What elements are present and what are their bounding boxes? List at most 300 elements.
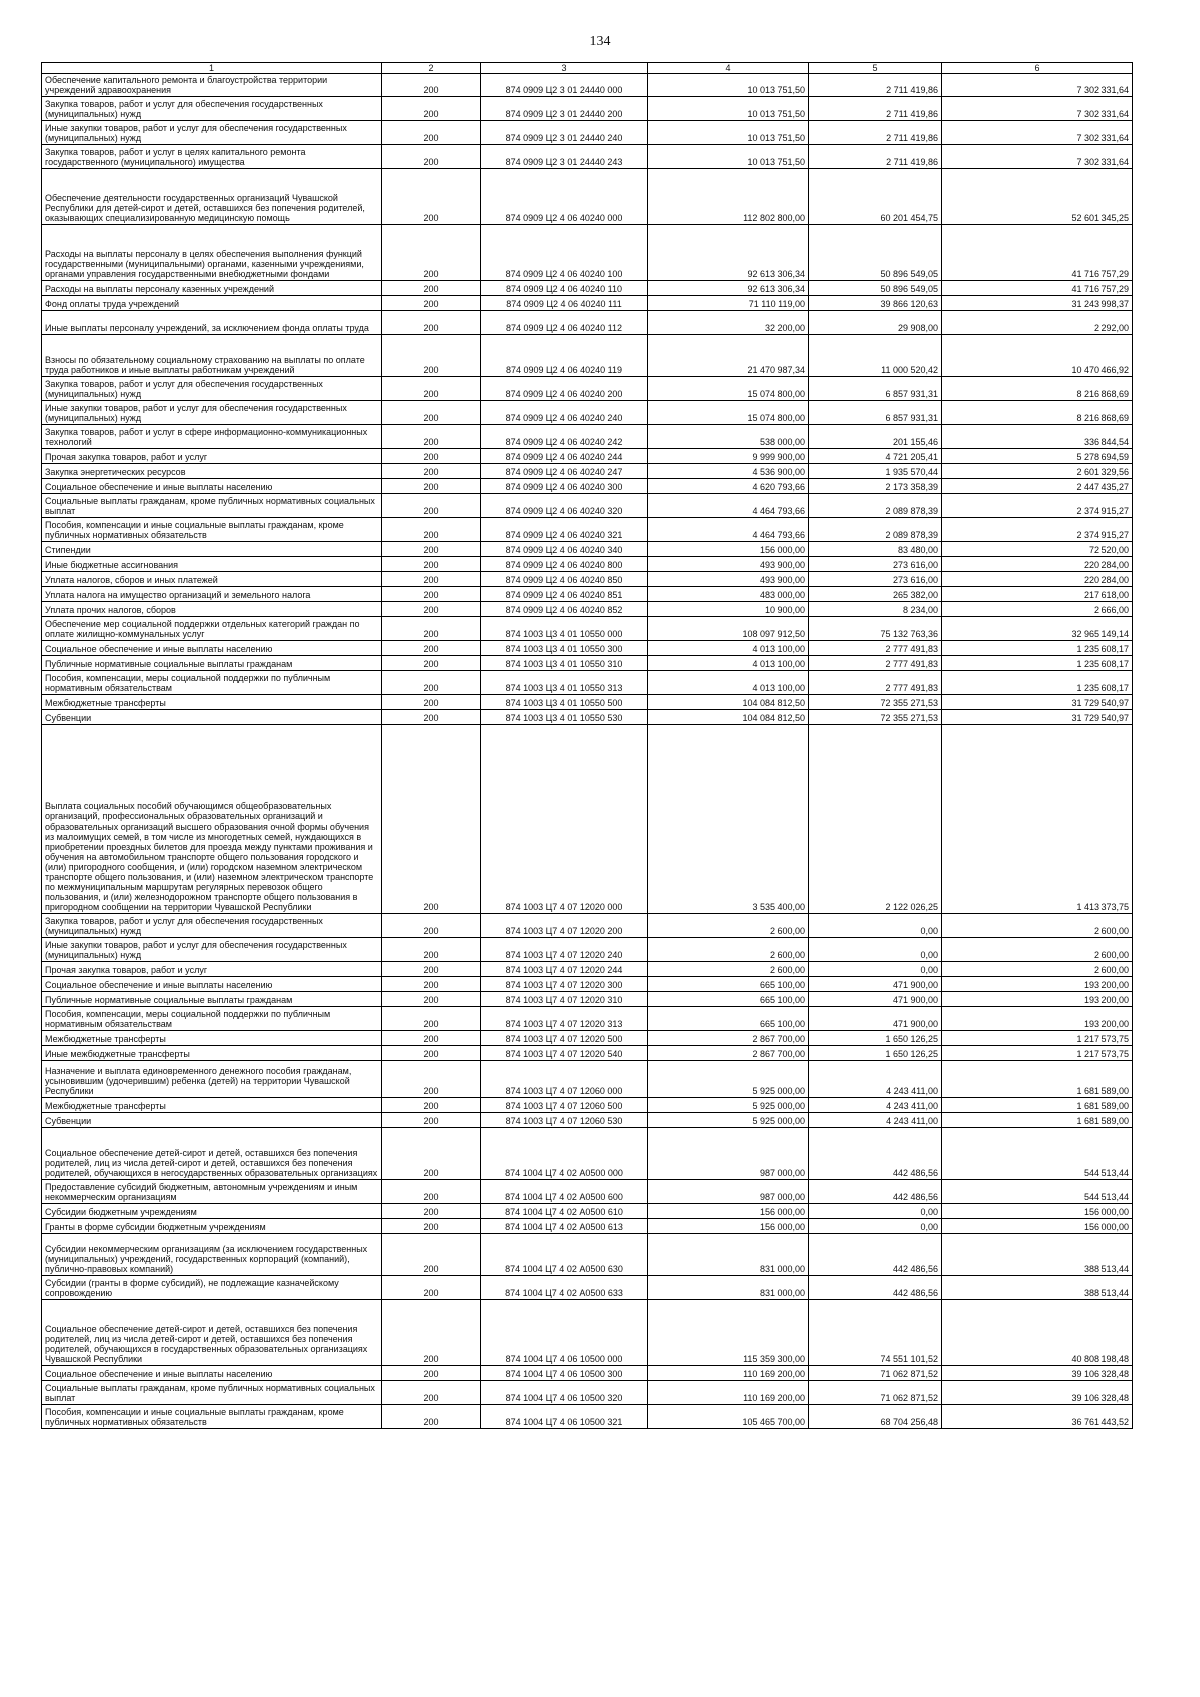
row-assigned-amount: 10 013 751,50 — [648, 74, 809, 97]
row-code: 200 — [382, 977, 481, 992]
row-name: Закупка товаров, работ и услуг в сфере информационно-коммуникационных технологий — [42, 425, 382, 449]
row-name: Социальные выплаты гражданам, кроме публичных нормативных социальных выплат — [42, 1381, 382, 1405]
row-remaining-amount: 5 278 694,59 — [942, 449, 1133, 464]
table-row — [42, 479, 1133, 494]
table-row — [42, 74, 1133, 97]
table-row — [42, 710, 1133, 725]
row-remaining-amount: 31 729 540,97 — [942, 710, 1133, 725]
row-remaining-amount: 2 374 915,27 — [942, 518, 1133, 542]
row-executed-amount: 2 711 419,86 — [809, 145, 942, 169]
row-name: Закупка товаров, работ и услуг в целях капитального ремонта государственного (муниципального) имущества — [42, 145, 382, 169]
table-row — [42, 656, 1133, 671]
row-code: 200 — [382, 1180, 481, 1204]
row-assigned-amount: 10 013 751,50 — [648, 145, 809, 169]
row-code: 200 — [382, 1113, 481, 1128]
row-name: Взносы по обязательному социальному страхованию на выплаты по оплате труда работников и иные выплаты работникам учреждений — [42, 335, 382, 377]
row-remaining-amount: 220 284,00 — [942, 572, 1133, 587]
row-name: Публичные нормативные социальные выплаты гражданам — [42, 656, 382, 671]
table-row — [42, 1007, 1133, 1031]
row-name: Закупка товаров, работ и услуг для обеспечения государственных (муниципальных) нужд — [42, 97, 382, 121]
row-code: 200 — [382, 1300, 481, 1366]
table-row — [42, 464, 1133, 479]
row-code: 200 — [382, 938, 481, 962]
row-assigned-amount: 493 900,00 — [648, 572, 809, 587]
row-kbk-code: 874 1004 Ц7 4 02 А0500 000 — [481, 1128, 648, 1180]
table-row — [42, 542, 1133, 557]
row-kbk-code: 874 0909 Ц2 4 06 40240 200 — [481, 377, 648, 401]
budget-table — [41, 62, 1133, 1429]
row-assigned-amount: 831 000,00 — [648, 1234, 809, 1276]
column-header: 2 — [382, 63, 481, 74]
table-row — [42, 695, 1133, 710]
row-executed-amount: 1 650 126,25 — [809, 1046, 942, 1061]
row-name: Прочая закупка товаров, работ и услуг — [42, 962, 382, 977]
row-remaining-amount: 544 513,44 — [942, 1128, 1133, 1180]
row-kbk-code: 874 0909 Ц2 4 06 40240 800 — [481, 557, 648, 572]
column-number-row — [42, 63, 1133, 74]
row-name: Пособия, компенсации и иные социальные выплаты гражданам, кроме публичных нормативных обязательств — [42, 1405, 382, 1429]
row-assigned-amount: 987 000,00 — [648, 1128, 809, 1180]
row-remaining-amount: 1 681 589,00 — [942, 1098, 1133, 1113]
table-row — [42, 145, 1133, 169]
row-code: 200 — [382, 1219, 481, 1234]
row-name: Межбюджетные трансферты — [42, 1098, 382, 1113]
row-remaining-amount: 7 302 331,64 — [942, 74, 1133, 97]
table-row — [42, 977, 1133, 992]
row-remaining-amount: 41 716 757,29 — [942, 281, 1133, 296]
table-row — [42, 377, 1133, 401]
row-remaining-amount: 156 000,00 — [942, 1219, 1133, 1234]
row-remaining-amount: 1 681 589,00 — [942, 1113, 1133, 1128]
table-row — [42, 1366, 1133, 1381]
column-header: 5 — [809, 63, 942, 74]
row-executed-amount: 11 000 520,42 — [809, 335, 942, 377]
row-code: 200 — [382, 296, 481, 311]
table-row — [42, 1219, 1133, 1234]
table-row — [42, 572, 1133, 587]
row-remaining-amount: 7 302 331,64 — [942, 121, 1133, 145]
row-remaining-amount: 1 235 608,17 — [942, 641, 1133, 656]
row-executed-amount: 442 486,56 — [809, 1128, 942, 1180]
row-kbk-code: 874 0909 Ц2 4 06 40240 110 — [481, 281, 648, 296]
row-name: Иные закупки товаров, работ и услуг для обеспечения государственных (муниципальных) нужд — [42, 401, 382, 425]
row-kbk-code: 874 1004 Ц7 4 02 А0500 630 — [481, 1234, 648, 1276]
row-assigned-amount: 112 802 800,00 — [648, 169, 809, 225]
table-row — [42, 449, 1133, 464]
row-remaining-amount: 52 601 345,25 — [942, 169, 1133, 225]
row-assigned-amount: 21 470 987,34 — [648, 335, 809, 377]
row-assigned-amount: 92 613 306,34 — [648, 225, 809, 281]
row-name: Пособия, компенсации и иные социальные выплаты гражданам, кроме публичных нормативных обязательств — [42, 518, 382, 542]
row-kbk-code: 874 0909 Ц2 4 06 40240 320 — [481, 494, 648, 518]
row-code: 200 — [382, 494, 481, 518]
row-kbk-code: 874 0909 Ц2 4 06 40240 111 — [481, 296, 648, 311]
row-executed-amount: 2 777 491,83 — [809, 641, 942, 656]
row-remaining-amount: 1 235 608,17 — [942, 656, 1133, 671]
table-row — [42, 281, 1133, 296]
row-name: Закупка товаров, работ и услуг для обеспечения государственных (муниципальных) нужд — [42, 377, 382, 401]
row-assigned-amount: 110 169 200,00 — [648, 1381, 809, 1405]
row-executed-amount: 2 711 419,86 — [809, 121, 942, 145]
row-assigned-amount: 4 464 793,66 — [648, 518, 809, 542]
row-code: 200 — [382, 542, 481, 557]
row-code: 200 — [382, 962, 481, 977]
row-remaining-amount: 72 520,00 — [942, 542, 1133, 557]
row-executed-amount: 2 122 026,25 — [809, 725, 942, 914]
row-remaining-amount: 1 681 589,00 — [942, 1061, 1133, 1098]
row-kbk-code: 874 0909 Ц2 4 06 40240 300 — [481, 479, 648, 494]
row-assigned-amount: 156 000,00 — [648, 1204, 809, 1219]
row-executed-amount: 4 243 411,00 — [809, 1061, 942, 1098]
row-code: 200 — [382, 145, 481, 169]
row-kbk-code: 874 1003 Ц3 4 01 10550 300 — [481, 641, 648, 656]
row-code: 200 — [382, 464, 481, 479]
column-header: 3 — [481, 63, 648, 74]
row-assigned-amount: 4 536 900,00 — [648, 464, 809, 479]
row-name: Иные закупки товаров, работ и услуг для обеспечения государственных (муниципальных) нужд — [42, 121, 382, 145]
table-row — [42, 557, 1133, 572]
row-kbk-code: 874 1004 Ц7 4 02 А0500 633 — [481, 1276, 648, 1300]
row-kbk-code: 874 1004 Ц7 4 06 10500 321 — [481, 1405, 648, 1429]
row-code: 200 — [382, 121, 481, 145]
row-code: 200 — [382, 335, 481, 377]
row-kbk-code: 874 1003 Ц7 4 07 12020 000 — [481, 725, 648, 914]
table-row — [42, 617, 1133, 641]
row-remaining-amount: 39 106 328,48 — [942, 1366, 1133, 1381]
row-remaining-amount: 2 666,00 — [942, 602, 1133, 617]
row-executed-amount: 6 857 931,31 — [809, 377, 942, 401]
row-name: Пособия, компенсации, меры социальной поддержки по публичным нормативным обязательствам — [42, 1007, 382, 1031]
row-executed-amount: 442 486,56 — [809, 1276, 942, 1300]
row-remaining-amount: 193 200,00 — [942, 1007, 1133, 1031]
row-kbk-code: 874 1003 Ц3 4 01 10550 000 — [481, 617, 648, 641]
row-kbk-code: 874 0909 Ц2 4 06 40240 100 — [481, 225, 648, 281]
row-remaining-amount: 31 243 998,37 — [942, 296, 1133, 311]
row-kbk-code: 874 0909 Ц2 4 06 40240 247 — [481, 464, 648, 479]
row-assigned-amount: 2 600,00 — [648, 962, 809, 977]
row-kbk-code: 874 0909 Ц2 4 06 40240 321 — [481, 518, 648, 542]
table-row — [42, 1113, 1133, 1128]
row-kbk-code: 874 0909 Ц2 4 06 40240 112 — [481, 311, 648, 335]
row-executed-amount: 1 650 126,25 — [809, 1031, 942, 1046]
row-kbk-code: 874 1003 Ц7 4 07 12020 310 — [481, 992, 648, 1007]
row-assigned-amount: 5 925 000,00 — [648, 1061, 809, 1098]
row-assigned-amount: 4 620 793,66 — [648, 479, 809, 494]
row-code: 200 — [382, 1366, 481, 1381]
row-remaining-amount: 8 216 868,69 — [942, 401, 1133, 425]
row-kbk-code: 874 0909 Ц2 4 06 40240 852 — [481, 602, 648, 617]
table-row — [42, 602, 1133, 617]
row-kbk-code: 874 0909 Ц2 4 06 40240 244 — [481, 449, 648, 464]
row-executed-amount: 68 704 256,48 — [809, 1405, 942, 1429]
row-remaining-amount: 8 216 868,69 — [942, 377, 1133, 401]
row-assigned-amount: 5 925 000,00 — [648, 1113, 809, 1128]
row-name: Обеспечение мер социальной поддержки отдельных категорий граждан по оплате жилищно-коммунальных услуг — [42, 617, 382, 641]
table-row — [42, 335, 1133, 377]
row-executed-amount: 71 062 871,52 — [809, 1366, 942, 1381]
column-header: 4 — [648, 63, 809, 74]
table-row — [42, 587, 1133, 602]
row-name: Социальные выплаты гражданам, кроме публичных нормативных социальных выплат — [42, 494, 382, 518]
table-row — [42, 962, 1133, 977]
row-remaining-amount: 7 302 331,64 — [942, 145, 1133, 169]
table-row — [42, 1381, 1133, 1405]
table-row — [42, 169, 1133, 225]
row-remaining-amount: 2 374 915,27 — [942, 494, 1133, 518]
row-assigned-amount: 110 169 200,00 — [648, 1366, 809, 1381]
row-name: Уплата налогов, сборов и иных платежей — [42, 572, 382, 587]
row-kbk-code: 874 1003 Ц7 4 07 12020 300 — [481, 977, 648, 992]
row-code: 200 — [382, 1031, 481, 1046]
row-code: 200 — [382, 311, 481, 335]
row-executed-amount: 442 486,56 — [809, 1234, 942, 1276]
row-executed-amount: 442 486,56 — [809, 1180, 942, 1204]
row-name: Социальное обеспечение детей-сирот и детей, оставшихся без попечения родителей, лиц из числа детей-сирот и детей, оставшихся без попечения родителей, обучающихся в негосударственных образовательных организациях — [42, 1128, 382, 1180]
row-executed-amount: 39 866 120,63 — [809, 296, 942, 311]
table-row — [42, 518, 1133, 542]
row-remaining-amount: 1 217 573,75 — [942, 1031, 1133, 1046]
row-assigned-amount: 538 000,00 — [648, 425, 809, 449]
row-code: 200 — [382, 557, 481, 572]
row-kbk-code: 874 0909 Ц2 3 01 24440 200 — [481, 97, 648, 121]
row-executed-amount: 1 935 570,44 — [809, 464, 942, 479]
row-remaining-amount: 220 284,00 — [942, 557, 1133, 572]
row-kbk-code: 874 1003 Ц3 4 01 10550 313 — [481, 671, 648, 695]
row-code: 200 — [382, 1276, 481, 1300]
row-assigned-amount: 4 013 100,00 — [648, 671, 809, 695]
row-code: 200 — [382, 74, 481, 97]
table-row — [42, 494, 1133, 518]
row-name: Межбюджетные трансферты — [42, 695, 382, 710]
row-remaining-amount: 388 513,44 — [942, 1276, 1133, 1300]
row-executed-amount: 265 382,00 — [809, 587, 942, 602]
row-executed-amount: 72 355 271,53 — [809, 710, 942, 725]
row-code: 200 — [382, 225, 481, 281]
row-name: Социальное обеспечение и иные выплаты населению — [42, 479, 382, 494]
row-code: 200 — [382, 641, 481, 656]
row-name: Иные межбюджетные трансферты — [42, 1046, 382, 1061]
page-number: 134 — [589, 34, 611, 49]
row-assigned-amount: 987 000,00 — [648, 1180, 809, 1204]
row-kbk-code: 874 1003 Ц7 4 07 12060 530 — [481, 1113, 648, 1128]
row-name: Социальное обеспечение и иные выплаты населению — [42, 641, 382, 656]
row-kbk-code: 874 1004 Ц7 4 06 10500 000 — [481, 1300, 648, 1366]
row-code: 200 — [382, 1405, 481, 1429]
row-name: Фонд оплаты труда учреждений — [42, 296, 382, 311]
row-code: 200 — [382, 377, 481, 401]
row-code: 200 — [382, 479, 481, 494]
row-remaining-amount: 2 600,00 — [942, 914, 1133, 938]
row-name: Социальное обеспечение и иные выплаты населению — [42, 977, 382, 992]
row-remaining-amount: 1 413 373,75 — [942, 725, 1133, 914]
row-code: 200 — [382, 587, 481, 602]
row-kbk-code: 874 0909 Ц2 4 06 40240 240 — [481, 401, 648, 425]
column-header: 6 — [942, 63, 1133, 74]
row-executed-amount: 0,00 — [809, 1219, 942, 1234]
table-row — [42, 1405, 1133, 1429]
row-code: 200 — [382, 617, 481, 641]
table-row — [42, 1300, 1133, 1366]
row-name: Стипендии — [42, 542, 382, 557]
row-kbk-code: 874 0909 Ц2 3 01 24440 240 — [481, 121, 648, 145]
row-assigned-amount: 104 084 812,50 — [648, 695, 809, 710]
row-executed-amount: 50 896 549,05 — [809, 225, 942, 281]
row-code: 200 — [382, 169, 481, 225]
row-name: Иные выплаты персоналу учреждений, за исключением фонда оплаты труда — [42, 311, 382, 335]
row-assigned-amount: 10 013 751,50 — [648, 97, 809, 121]
row-name: Иные бюджетные ассигнования — [42, 557, 382, 572]
row-executed-amount: 8 234,00 — [809, 602, 942, 617]
row-remaining-amount: 156 000,00 — [942, 1204, 1133, 1219]
row-name: Иные закупки товаров, работ и услуг для обеспечения государственных (муниципальных) нужд — [42, 938, 382, 962]
row-kbk-code: 874 0909 Ц2 4 06 40240 340 — [481, 542, 648, 557]
row-executed-amount: 471 900,00 — [809, 977, 942, 992]
row-name: Субвенции — [42, 1113, 382, 1128]
row-executed-amount: 4 721 205,41 — [809, 449, 942, 464]
row-kbk-code: 874 1003 Ц7 4 07 12020 313 — [481, 1007, 648, 1031]
row-kbk-code: 874 1003 Ц7 4 07 12020 200 — [481, 914, 648, 938]
table-row — [42, 97, 1133, 121]
row-executed-amount: 0,00 — [809, 938, 942, 962]
table-row — [42, 641, 1133, 656]
row-name: Обеспечение деятельности государственных организаций Чувашской Республики для детей-сирот и детей, оставшихся без попечения родителей, оказывающих специализированную медицинскую помощь — [42, 169, 382, 225]
row-executed-amount: 71 062 871,52 — [809, 1381, 942, 1405]
row-name: Публичные нормативные социальные выплаты гражданам — [42, 992, 382, 1007]
row-kbk-code: 874 0909 Ц2 4 06 40240 242 — [481, 425, 648, 449]
row-executed-amount: 2 173 358,39 — [809, 479, 942, 494]
row-name: Расходы на выплаты персоналу казенных учреждений — [42, 281, 382, 296]
row-executed-amount: 60 201 454,75 — [809, 169, 942, 225]
row-name: Субвенции — [42, 710, 382, 725]
row-remaining-amount: 40 808 198,48 — [942, 1300, 1133, 1366]
row-remaining-amount: 36 761 443,52 — [942, 1405, 1133, 1429]
row-remaining-amount: 193 200,00 — [942, 992, 1133, 1007]
table-row — [42, 671, 1133, 695]
row-assigned-amount: 493 900,00 — [648, 557, 809, 572]
row-executed-amount: 2 089 878,39 — [809, 494, 942, 518]
row-executed-amount: 0,00 — [809, 1204, 942, 1219]
row-assigned-amount: 2 867 700,00 — [648, 1046, 809, 1061]
row-remaining-amount: 10 470 466,92 — [942, 335, 1133, 377]
row-executed-amount: 273 616,00 — [809, 557, 942, 572]
row-kbk-code: 874 1003 Ц3 4 01 10550 530 — [481, 710, 648, 725]
row-assigned-amount: 115 359 300,00 — [648, 1300, 809, 1366]
row-assigned-amount: 108 097 912,50 — [648, 617, 809, 641]
row-assigned-amount: 4 013 100,00 — [648, 641, 809, 656]
row-name: Субсидии бюджетным учреждениям — [42, 1204, 382, 1219]
row-remaining-amount: 336 844,54 — [942, 425, 1133, 449]
row-assigned-amount: 2 867 700,00 — [648, 1031, 809, 1046]
row-assigned-amount: 10 900,00 — [648, 602, 809, 617]
row-name: Обеспечение капитального ремонта и благоустройства территории учреждений здравоохранения — [42, 74, 382, 97]
row-remaining-amount: 217 618,00 — [942, 587, 1133, 602]
row-kbk-code: 874 0909 Ц2 4 06 40240 851 — [481, 587, 648, 602]
table-row — [42, 1031, 1133, 1046]
row-kbk-code: 874 0909 Ц2 4 06 40240 850 — [481, 572, 648, 587]
row-executed-amount: 2 711 419,86 — [809, 74, 942, 97]
table-row — [42, 938, 1133, 962]
row-assigned-amount: 3 535 400,00 — [648, 725, 809, 914]
table-row — [42, 311, 1133, 335]
table-row — [42, 425, 1133, 449]
row-executed-amount: 2 777 491,83 — [809, 671, 942, 695]
column-header: 1 — [42, 63, 382, 74]
row-remaining-amount: 388 513,44 — [942, 1234, 1133, 1276]
row-code: 200 — [382, 1381, 481, 1405]
row-kbk-code: 874 1004 Ц7 4 06 10500 300 — [481, 1366, 648, 1381]
row-kbk-code: 874 1003 Ц7 4 07 12020 540 — [481, 1046, 648, 1061]
row-assigned-amount: 831 000,00 — [648, 1276, 809, 1300]
row-executed-amount: 2 711 419,86 — [809, 97, 942, 121]
row-remaining-amount: 39 106 328,48 — [942, 1381, 1133, 1405]
row-executed-amount: 0,00 — [809, 914, 942, 938]
row-code: 200 — [382, 1128, 481, 1180]
row-kbk-code: 874 1003 Ц7 4 07 12060 000 — [481, 1061, 648, 1098]
row-code: 200 — [382, 725, 481, 914]
row-assigned-amount: 2 600,00 — [648, 914, 809, 938]
row-code: 200 — [382, 914, 481, 938]
row-name: Уплата налога на имущество организаций и земельного налога — [42, 587, 382, 602]
row-name: Социальное обеспечение и иные выплаты населению — [42, 1366, 382, 1381]
row-kbk-code: 874 0909 Ц2 4 06 40240 000 — [481, 169, 648, 225]
row-name: Социальное обеспечение детей-сирот и детей, оставшихся без попечения родителей, лиц из числа детей-сирот и детей, оставшихся без попечения родителей, обучающихся в государственных образовательных организациях Чувашской Республики — [42, 1300, 382, 1366]
row-remaining-amount: 544 513,44 — [942, 1180, 1133, 1204]
row-kbk-code: 874 1003 Ц7 4 07 12020 240 — [481, 938, 648, 962]
row-name: Уплата прочих налогов, сборов — [42, 602, 382, 617]
row-kbk-code: 874 1003 Ц3 4 01 10550 310 — [481, 656, 648, 671]
row-assigned-amount: 665 100,00 — [648, 992, 809, 1007]
row-name: Прочая закупка товаров, работ и услуг — [42, 449, 382, 464]
row-code: 200 — [382, 97, 481, 121]
row-code: 200 — [382, 401, 481, 425]
row-assigned-amount: 92 613 306,34 — [648, 281, 809, 296]
row-executed-amount: 471 900,00 — [809, 992, 942, 1007]
row-assigned-amount: 156 000,00 — [648, 542, 809, 557]
row-code: 200 — [382, 1098, 481, 1113]
row-assigned-amount: 105 465 700,00 — [648, 1405, 809, 1429]
row-assigned-amount: 10 013 751,50 — [648, 121, 809, 145]
table-row — [42, 225, 1133, 281]
row-remaining-amount: 1 235 608,17 — [942, 671, 1133, 695]
row-code: 200 — [382, 518, 481, 542]
row-executed-amount: 74 551 101,52 — [809, 1300, 942, 1366]
row-assigned-amount: 32 200,00 — [648, 311, 809, 335]
row-assigned-amount: 156 000,00 — [648, 1219, 809, 1234]
row-code: 200 — [382, 1061, 481, 1098]
row-name: Выплата социальных пособий обучающимся общеобразовательных организаций, профессиональных образовательных организаций и образовательных организаций высшего образования очной формы обучения из малоимущих семей, в том числе из многодетных семей, нуждающихся в приобретении проездных билетов для проезда между пунктами проживания и обучения на автомобильном транспорте общего пользования городского и (или) пригородного сообщения, и (или) городском наземном электрическом транспорте общего пользования, и (или) наземном электрическом транспорте по межмуниципальным маршрутам регулярных перевозок общего пользования, и (или) железнодорожном транспорте общего пользования в пригородном сообщении на территории Чувашской Республики — [42, 725, 382, 914]
row-kbk-code: 874 1004 Ц7 4 02 А0500 610 — [481, 1204, 648, 1219]
row-name: Расходы на выплаты персоналу в целях обеспечения выполнения функций государственными (муниципальными) органами, казенными учреждениями, органами управления государственными внебюджетными фондами — [42, 225, 382, 281]
row-assigned-amount: 15 074 800,00 — [648, 401, 809, 425]
row-code: 200 — [382, 671, 481, 695]
table-row — [42, 1204, 1133, 1219]
table-row — [42, 1098, 1133, 1113]
row-remaining-amount: 2 600,00 — [942, 938, 1133, 962]
row-code: 200 — [382, 602, 481, 617]
row-assigned-amount: 4 464 793,66 — [648, 494, 809, 518]
row-name: Пособия, компенсации, меры социальной поддержки по публичным нормативным обязательствам — [42, 671, 382, 695]
row-remaining-amount: 2 447 435,27 — [942, 479, 1133, 494]
table-body — [42, 74, 1133, 1429]
table-row — [42, 401, 1133, 425]
row-kbk-code: 874 1004 Ц7 4 06 10500 320 — [481, 1381, 648, 1405]
row-executed-amount: 6 857 931,31 — [809, 401, 942, 425]
row-remaining-amount: 41 716 757,29 — [942, 225, 1133, 281]
row-executed-amount: 75 132 763,36 — [809, 617, 942, 641]
row-executed-amount: 4 243 411,00 — [809, 1098, 942, 1113]
table-row — [42, 1046, 1133, 1061]
row-code: 200 — [382, 992, 481, 1007]
